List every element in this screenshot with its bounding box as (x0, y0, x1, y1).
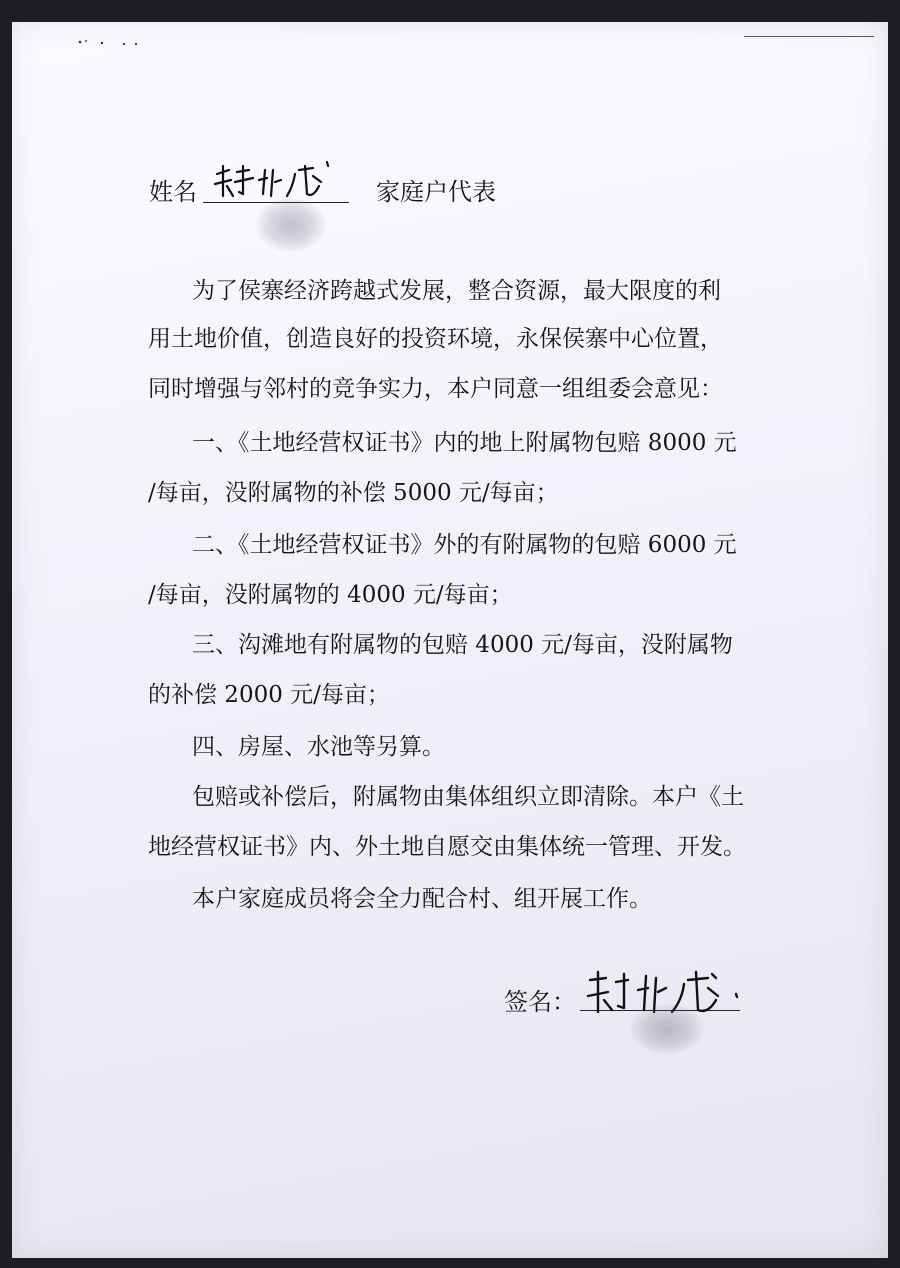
body-line-4: 一、《土地经营权证书》内的地上附属物包赔 8000 元 (192, 430, 737, 456)
body-line-3: 同时增强与邻村的竞争实力，本户同意一组组委会意见： (148, 376, 723, 402)
body-line-7: /每亩，没附属物的 4000 元/每亩； (148, 582, 513, 608)
body-line-13: 本户家庭成员将会全力配合村、组开展工作。 (192, 886, 652, 912)
handwritten-name-heading (209, 156, 339, 206)
body-line-12: 地经营权证书》内、外土地自愿交由集体统一管理、开发。 (148, 834, 746, 860)
body-line-2: 用土地价值，创造良好的投资环境，永保侯寨中心位置， (148, 326, 723, 352)
corner-rule (744, 36, 874, 37)
body-line-9: 的补偿 2000 元/每亩； (148, 682, 390, 708)
heading-suffix: 家庭户代表 (376, 178, 496, 206)
signature-label: 签名： (504, 988, 576, 1016)
body-line-10: 四、房屋、水池等另算。 (192, 734, 445, 760)
body-line-6: 二、《土地经营权证书》外的有附属物的包赔 6000 元 (192, 532, 737, 558)
fingerprint-bottom (630, 1004, 704, 1054)
body-line-5: /每亩，没附属物的补偿 5000 元/每亩； (148, 480, 559, 506)
document-page (12, 22, 888, 1258)
fingerprint-top (256, 198, 326, 252)
paper-specks (76, 36, 156, 48)
name-label: 姓名 (149, 178, 197, 206)
body-line-1: 为了侯寨经济跨越式发展，整合资源，最大限度的利 (192, 278, 721, 304)
body-line-8: 三、沟滩地有附属物的包赔 4000 元/每亩，没附属物 (192, 632, 733, 658)
body-line-11: 包赔或补偿后，附属物由集体组织立即清除。本户《土 (192, 784, 744, 810)
